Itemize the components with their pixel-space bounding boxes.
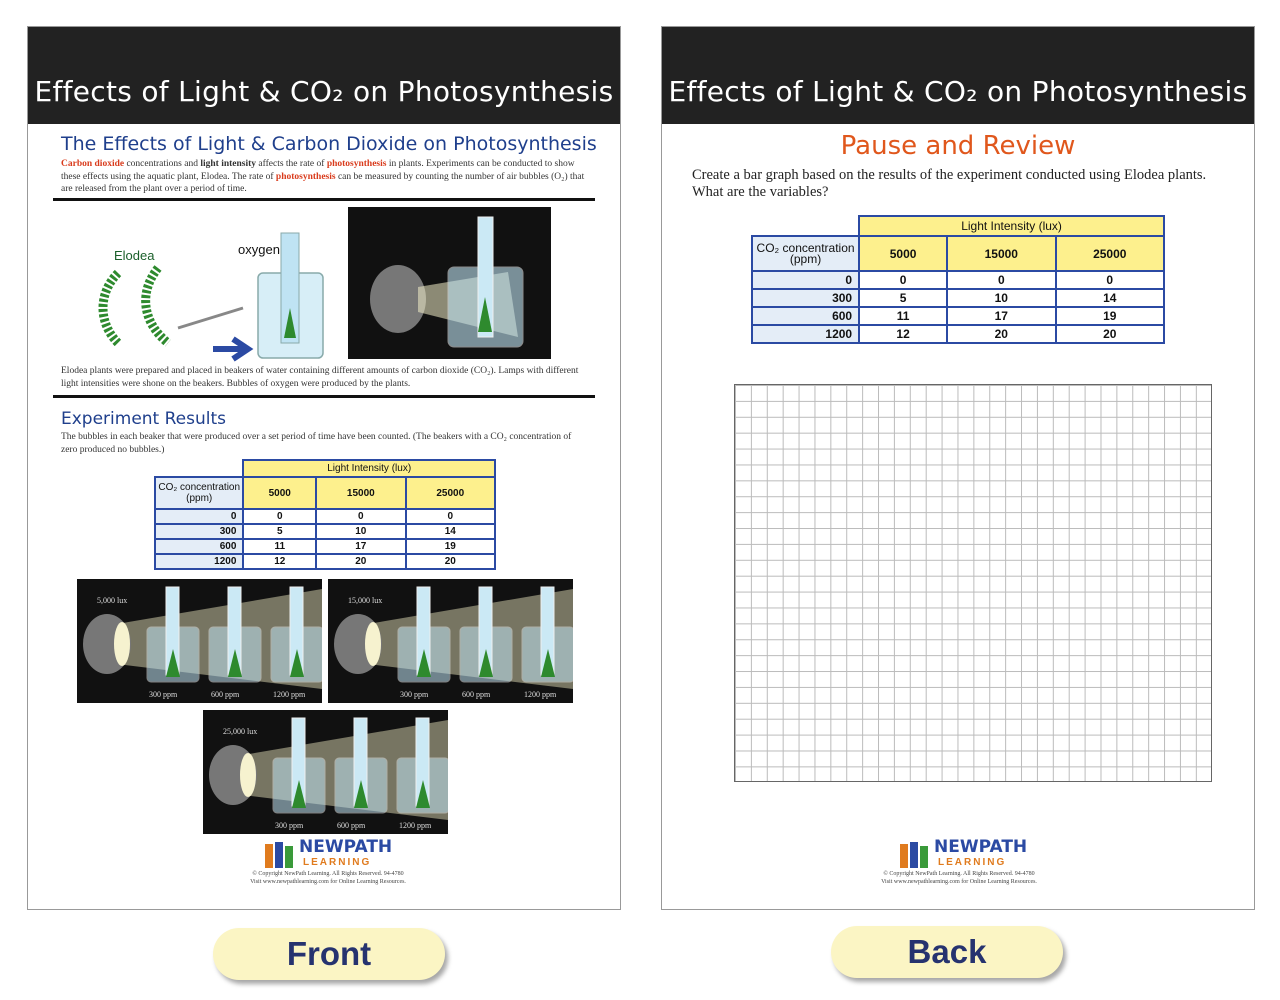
section2-intro: The bubbles in each beaker that were produced over a set period of time have been counted. (The beakers with a CO₂ concentration of zero produced no bubbles.) xyxy=(61,432,572,455)
table-col-header: 15000 xyxy=(947,236,1055,271)
front-copyright: © Copyright NewPath Learning. All Rights Reserved. 94-4780 Visit www.newpathlearning.com for Online Learning Resources. xyxy=(250,871,406,885)
table-row xyxy=(155,509,495,524)
table-cell: 20 xyxy=(406,554,496,569)
table-row xyxy=(155,524,495,539)
elodea-illustration xyxy=(88,213,348,363)
front-results-table xyxy=(154,459,496,570)
table-cell: 20 xyxy=(316,554,405,569)
table-cell: 19 xyxy=(1056,307,1165,325)
table-cell: 0 xyxy=(316,509,405,524)
photo-ppm-label: 300 ppm xyxy=(149,690,178,699)
table-col-header: 15000 xyxy=(316,477,405,509)
table-header-light: Light Intensity (lux) xyxy=(243,460,495,477)
beaker-lamp-photo xyxy=(348,207,551,359)
table-row-label: 600 xyxy=(752,307,859,325)
table-row xyxy=(752,307,1164,325)
pause-review-heading: Pause and Review xyxy=(840,131,1076,161)
table-cell: 17 xyxy=(316,539,405,554)
photo-lux-label: 15,000 lux xyxy=(348,596,383,605)
photo-ppm-label: 1200 ppm xyxy=(524,690,557,699)
photo-lux-label: 5,000 lux xyxy=(97,596,128,605)
table-col-header: 5000 xyxy=(859,236,947,271)
table-cell: 14 xyxy=(406,524,496,539)
table-header-co2: CO₂ concentration (ppm) xyxy=(155,477,243,509)
table-cell: 0 xyxy=(859,271,947,289)
back-banner xyxy=(662,27,1254,124)
back-button[interactable]: Back xyxy=(831,926,1063,978)
front-logo: NEWPATH LEARNING xyxy=(263,837,423,889)
divider-2 xyxy=(53,395,595,398)
table-cell: 0 xyxy=(1056,271,1165,289)
table-cell: 20 xyxy=(1056,325,1165,343)
table-cell: 11 xyxy=(243,539,316,554)
table-col-header: 5000 xyxy=(243,477,316,509)
book-icon xyxy=(263,840,299,872)
photo-lux-label: 25,000 lux xyxy=(223,727,258,736)
label-elodea: Elodea xyxy=(114,248,155,263)
section1-title: The Effects of Light & Carbon Dioxide on Photosynthesis xyxy=(61,133,597,155)
photo-ppm-label: 600 ppm xyxy=(211,690,240,699)
table-cell: 0 xyxy=(947,271,1055,289)
back-results-table xyxy=(751,215,1165,344)
table-cell: 10 xyxy=(316,524,405,539)
back-card xyxy=(661,26,1255,910)
section1-intro: Carbon dioxide concentrations and light intensity affects the rate of photosynthesis in plants. Experiments can be conducted to show these effects using the aquatic plant, Elodea. The rate of photosynthesis can be measured by counting the number of air bubbles (O₂) that are released from the plant over a period of time. xyxy=(61,159,585,194)
photo-ppm-label: 600 ppm xyxy=(337,821,366,830)
photo-25000-lux xyxy=(203,710,448,834)
table-row-label: 300 xyxy=(155,524,243,539)
table-header-light: Light Intensity (lux) xyxy=(859,216,1164,236)
table-cell: 0 xyxy=(406,509,496,524)
review-prompt: Create a bar graph based on the results of the experiment conducted using Elodea plants. What are the variables? xyxy=(692,167,1207,200)
table-row xyxy=(752,289,1164,307)
label-oxygen: oxygen xyxy=(238,242,280,257)
section2-title: Experiment Results xyxy=(61,409,227,429)
photo-ppm-label: 1200 ppm xyxy=(399,821,432,830)
photo-ppm-label: 300 ppm xyxy=(400,690,429,699)
table-row-label: 0 xyxy=(752,271,859,289)
table-row-label: 300 xyxy=(752,289,859,307)
table-cell: 5 xyxy=(859,289,947,307)
front-banner-title: Effects of Light & CO₂ on Photosynthesis xyxy=(34,75,614,108)
table-row xyxy=(155,554,495,569)
table-row xyxy=(155,539,495,554)
photo-5000-lux xyxy=(77,579,322,703)
table-row-label: 0 xyxy=(155,509,243,524)
front-card xyxy=(27,26,621,910)
photo-ppm-label: 1200 ppm xyxy=(273,690,306,699)
front-button[interactable]: Front xyxy=(213,928,445,980)
table-row-label: 1200 xyxy=(752,325,859,343)
table-col-header: 25000 xyxy=(406,477,496,509)
table-cell: 10 xyxy=(947,289,1055,307)
illustration-caption: Elodea plants were prepared and placed in beakers of water containing different amounts of carbon dioxide (CO₂). Lamps with different light intensities were shone on the beakers. Bubbles of oxygen were produced by the plants. xyxy=(61,366,579,389)
table-header-co2: CO₂ concentration (ppm) xyxy=(752,236,859,271)
back-banner-title: Effects of Light & CO₂ on Photosynthesis xyxy=(668,75,1248,108)
table-row-label: 600 xyxy=(155,539,243,554)
table-cell: 19 xyxy=(406,539,496,554)
table-row xyxy=(752,325,1164,343)
table-cell: 12 xyxy=(243,554,316,569)
photo-ppm-label: 300 ppm xyxy=(275,821,304,830)
back-logo: NEWPATH LEARNING xyxy=(898,837,1058,889)
table-row xyxy=(752,271,1164,289)
graph-grid[interactable] xyxy=(734,384,1212,782)
photo-ppm-label: 600 ppm xyxy=(462,690,491,699)
table-cell: 12 xyxy=(859,325,947,343)
photo-15000-lux xyxy=(328,579,573,703)
table-cell: 5 xyxy=(243,524,316,539)
front-banner xyxy=(28,27,620,124)
table-cell: 14 xyxy=(1056,289,1165,307)
table-cell: 11 xyxy=(859,307,947,325)
table-col-header: 25000 xyxy=(1056,236,1165,271)
book-icon xyxy=(898,840,934,872)
divider-1 xyxy=(53,198,595,201)
back-copyright: © Copyright NewPath Learning. All Rights Reserved. 94-4780 Visit www.newpathlearning.com for Online Learning Resources. xyxy=(881,871,1037,885)
table-cell: 20 xyxy=(947,325,1055,343)
table-row-label: 1200 xyxy=(155,554,243,569)
table-cell: 17 xyxy=(947,307,1055,325)
table-cell: 0 xyxy=(243,509,316,524)
